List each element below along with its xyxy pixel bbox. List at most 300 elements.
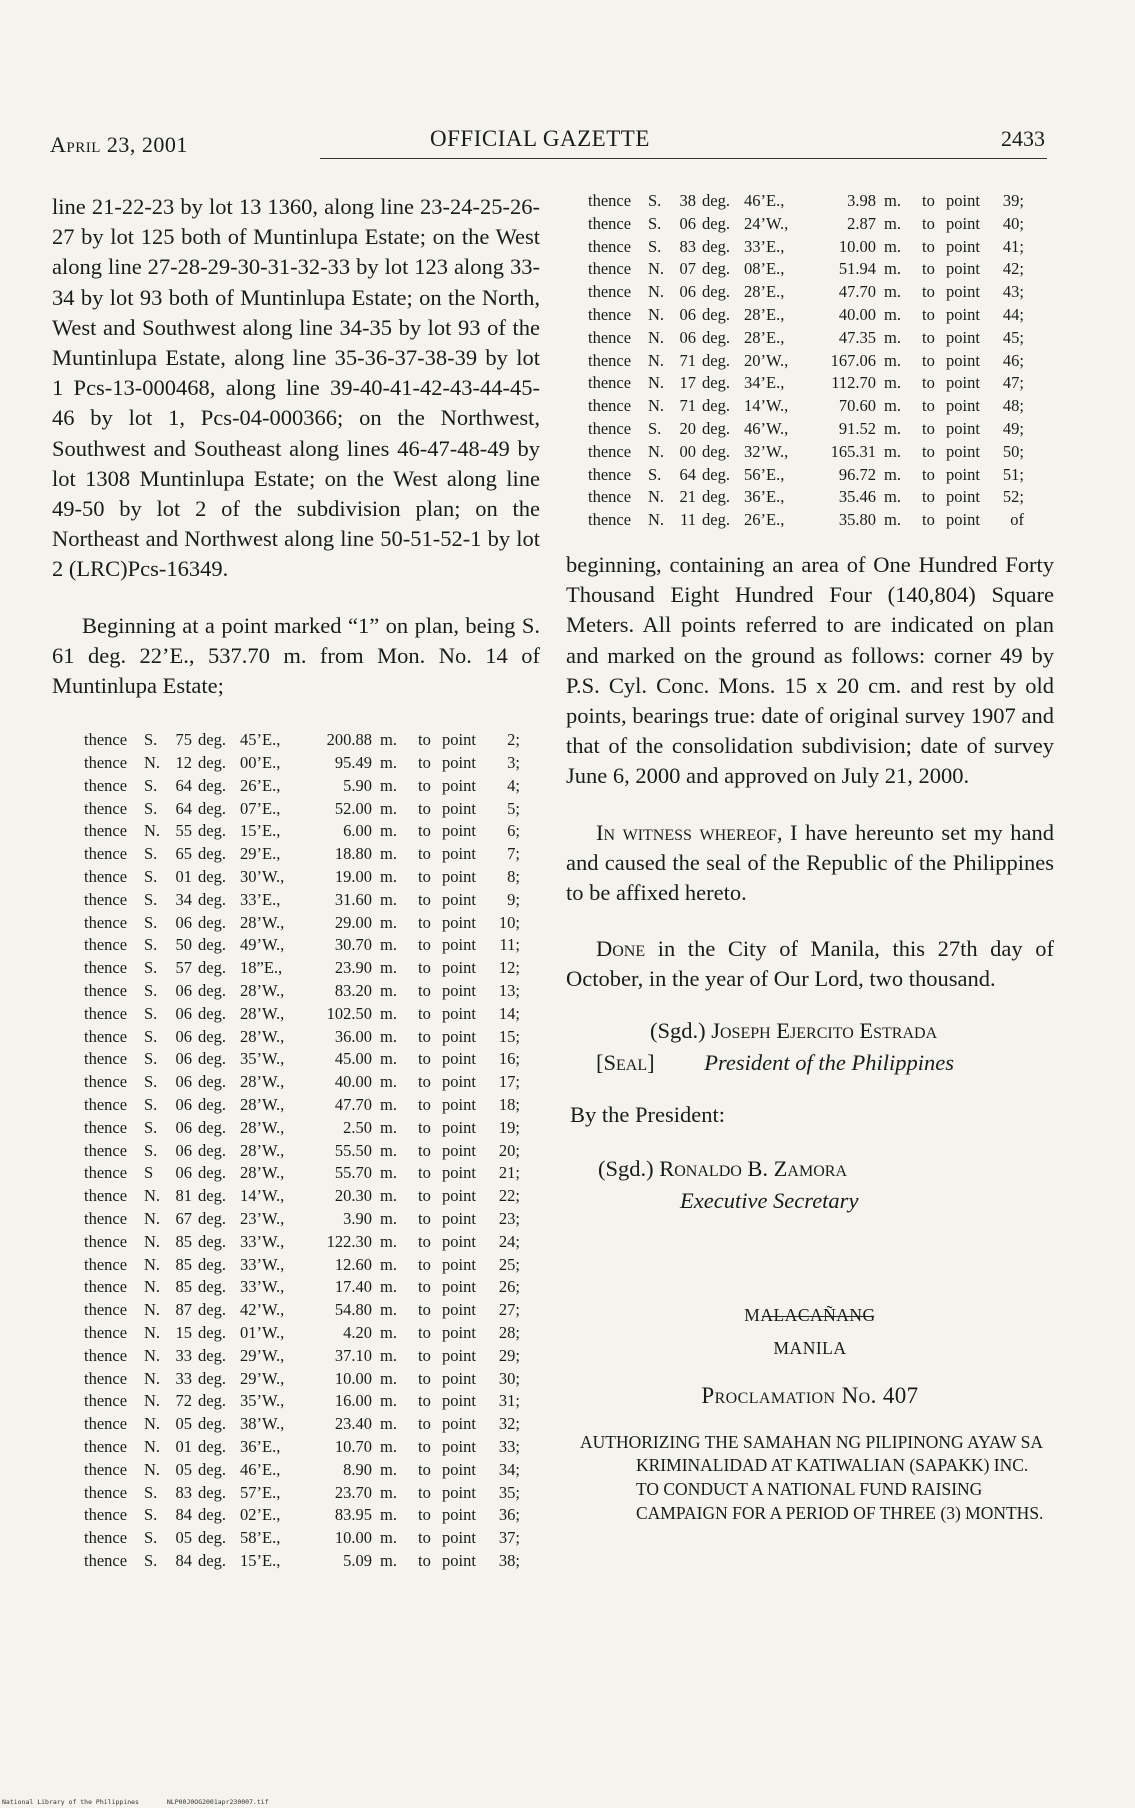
survey-deg-label: deg. xyxy=(198,730,226,750)
survey-row xyxy=(84,843,540,866)
survey-distance: 3.90 xyxy=(343,1208,372,1228)
survey-degrees: 50 xyxy=(175,935,192,955)
survey-point-label: point xyxy=(442,1208,476,1228)
survey-m-label: m. xyxy=(380,1436,397,1456)
survey-direction: N. xyxy=(648,282,665,302)
survey-point-number: 9; xyxy=(507,889,520,909)
survey-minutes: 00’E., xyxy=(240,753,281,773)
survey-point-label: point xyxy=(442,1550,476,1570)
survey-minutes: 29’W., xyxy=(240,1368,285,1388)
survey-to-label: to xyxy=(922,304,935,324)
survey-m-label: m. xyxy=(380,798,397,818)
survey-point-number: 12; xyxy=(498,958,520,978)
survey-point-label: point xyxy=(442,1368,476,1388)
survey-m-label: m. xyxy=(380,1163,397,1183)
survey-thence-label: thence xyxy=(84,1368,128,1388)
survey-distance: 10.00 xyxy=(334,1528,372,1548)
survey-distance: 12.60 xyxy=(334,1254,372,1274)
survey-minutes: 28’W., xyxy=(240,981,285,1001)
survey-thence-label: thence xyxy=(84,1550,128,1570)
survey-degrees: 71 xyxy=(679,350,696,370)
survey-degrees: 01 xyxy=(175,867,192,887)
survey-row xyxy=(84,1208,540,1231)
survey-point-number: 47; xyxy=(1002,373,1024,393)
survey-row xyxy=(84,798,540,821)
survey-degrees: 06 xyxy=(175,1049,192,1069)
survey-to-label: to xyxy=(418,1163,431,1183)
survey-point-label: point xyxy=(442,1277,476,1297)
survey-minutes: 28’W., xyxy=(240,912,285,932)
survey-point-number: 26; xyxy=(498,1277,520,1297)
survey-point-label: point xyxy=(442,889,476,909)
survey-degrees: 87 xyxy=(175,1300,192,1320)
survey-degrees: 15 xyxy=(175,1322,192,1342)
survey-row xyxy=(84,866,540,889)
survey-distance: 51.94 xyxy=(838,259,876,279)
survey-thence-label: thence xyxy=(84,1208,128,1228)
survey-point-label: point xyxy=(946,350,980,370)
survey-row xyxy=(84,820,540,843)
survey-minutes: 33’E., xyxy=(744,236,785,256)
survey-point-label: point xyxy=(442,912,476,932)
survey-distance: 102.50 xyxy=(326,1003,372,1023)
survey-thence-label: thence xyxy=(84,1003,128,1023)
right-column xyxy=(566,192,1054,1526)
survey-thence-label: thence xyxy=(588,396,632,416)
secretary-name: Ronaldo B. Zamora xyxy=(659,1155,847,1181)
survey-to-label: to xyxy=(922,236,935,256)
witness-lead: In witness whereof, xyxy=(596,819,783,845)
survey-point-label: point xyxy=(946,418,980,438)
survey-distance: 95.49 xyxy=(334,753,372,773)
survey-thence-label: thence xyxy=(84,1345,128,1365)
survey-to-label: to xyxy=(922,327,935,347)
survey-distance: 83.95 xyxy=(334,1505,372,1525)
survey-thence-label: thence xyxy=(84,1231,128,1251)
survey-point-label: point xyxy=(442,730,476,750)
survey-point-number: 24; xyxy=(498,1231,520,1251)
survey-distance: 2.87 xyxy=(847,213,876,233)
survey-row xyxy=(84,1504,540,1527)
survey-point-label: point xyxy=(442,1505,476,1525)
survey-thence-label: thence xyxy=(588,441,632,461)
survey-point-number: 42; xyxy=(1002,259,1024,279)
survey-to-label: to xyxy=(418,1140,431,1160)
survey-point-label: point xyxy=(442,867,476,887)
survey-point-number: 37; xyxy=(498,1528,520,1548)
survey-m-label: m. xyxy=(380,958,397,978)
survey-m-label: m. xyxy=(380,1345,397,1365)
survey-thence-label: thence xyxy=(84,1186,128,1206)
survey-row xyxy=(588,395,1054,418)
survey-row xyxy=(84,1390,540,1413)
survey-m-label: m. xyxy=(380,844,397,864)
survey-point-label: point xyxy=(442,753,476,773)
survey-to-label: to xyxy=(418,1231,431,1251)
survey-direction: N. xyxy=(648,396,665,416)
survey-to-label: to xyxy=(418,1049,431,1069)
survey-minutes: 33’W., xyxy=(240,1277,285,1297)
survey-direction: N. xyxy=(144,1231,161,1251)
survey-to-label: to xyxy=(418,889,431,909)
survey-to-label: to xyxy=(418,844,431,864)
survey-direction: S. xyxy=(648,236,662,256)
survey-point-number: 43; xyxy=(1002,282,1024,302)
survey-m-label: m. xyxy=(884,350,901,370)
survey-direction: S. xyxy=(648,213,662,233)
survey-distance: 20.30 xyxy=(334,1186,372,1206)
survey-direction: N. xyxy=(144,1414,161,1434)
survey-minutes: 20’W., xyxy=(744,350,789,370)
survey-deg-label: deg. xyxy=(702,282,730,302)
survey-thence-label: thence xyxy=(84,753,128,773)
survey-point-label: point xyxy=(946,373,980,393)
survey-thence-label: thence xyxy=(84,1528,128,1548)
survey-deg-label: deg. xyxy=(198,821,226,841)
survey-point-label: point xyxy=(442,1391,476,1411)
survey-point-label: point xyxy=(442,1414,476,1434)
survey-row xyxy=(84,752,540,775)
survey-m-label: m. xyxy=(380,1072,397,1092)
area-paragraph: beginning, containing an area of One Hundred Forty Thousand Eight Hundred Four (140,804) Square Meters. All points referred to are indicated on plan and marked on the ground as follows: corner 49 by P.S. Cyl. Conc. Mons. 15 x 20 cm. and rest by old points, bearings true: date of original survey 1907 and that of the consolidation subdivision; date of survey June 6, 2000 and approved on July 21, 2000. xyxy=(566,551,1054,789)
survey-deg-label: deg. xyxy=(198,798,226,818)
survey-degrees: 06 xyxy=(175,1163,192,1183)
survey-m-label: m. xyxy=(380,1117,397,1137)
survey-deg-label: deg. xyxy=(198,1208,226,1228)
survey-direction: S. xyxy=(144,1140,158,1160)
survey-point-label: point xyxy=(442,1049,476,1069)
president-name: Joseph Ejercito Estrada xyxy=(711,1017,938,1043)
survey-point-number: 23; xyxy=(498,1208,520,1228)
survey-degrees: 21 xyxy=(679,487,696,507)
survey-to-label: to xyxy=(418,912,431,932)
survey-row xyxy=(84,1254,540,1277)
survey-deg-label: deg. xyxy=(198,1528,226,1548)
survey-to-label: to xyxy=(418,821,431,841)
survey-direction: S. xyxy=(648,418,662,438)
survey-direction: S. xyxy=(144,798,158,818)
survey-degrees: 20 xyxy=(679,418,696,438)
left-column xyxy=(52,192,540,1573)
survey-row xyxy=(84,729,540,752)
survey-thence-label: thence xyxy=(588,236,632,256)
survey-to-label: to xyxy=(418,1095,431,1114)
survey-point-label: point xyxy=(442,1186,476,1206)
survey-thence-label: thence xyxy=(588,304,632,324)
survey-direction: S. xyxy=(648,191,662,210)
survey-thence-label: thence xyxy=(588,487,632,507)
survey-degrees: 06 xyxy=(679,282,696,302)
survey-row xyxy=(84,1436,540,1459)
survey-thence-label: thence xyxy=(588,418,632,438)
survey-row xyxy=(84,934,540,957)
survey-to-label: to xyxy=(922,441,935,461)
survey-to-label: to xyxy=(418,867,431,887)
survey-to-label: to xyxy=(922,396,935,416)
survey-thence-label: thence xyxy=(84,798,128,818)
survey-point-label: point xyxy=(442,1482,476,1502)
survey-minutes: 46’E., xyxy=(240,1459,281,1479)
survey-row xyxy=(84,957,540,980)
survey-degrees: 65 xyxy=(175,844,192,864)
survey-m-label: m. xyxy=(884,418,901,438)
survey-minutes: 49’W., xyxy=(240,935,285,955)
done-paragraph xyxy=(566,934,1054,994)
place-malacanang: MALACAÑANG xyxy=(744,1304,876,1325)
survey-point-number: 15; xyxy=(498,1026,520,1046)
survey-m-label: m. xyxy=(380,1254,397,1274)
survey-row xyxy=(588,441,1054,464)
survey-deg-label: deg. xyxy=(198,1072,226,1092)
survey-minutes: 29’W., xyxy=(240,1345,285,1365)
survey-to-label: to xyxy=(922,510,935,530)
survey-m-label: m. xyxy=(884,191,901,210)
survey-degrees: 64 xyxy=(175,798,192,818)
survey-distance: 96.72 xyxy=(838,464,876,484)
survey-direction: N. xyxy=(648,373,665,393)
survey-degrees: 06 xyxy=(175,1072,192,1092)
survey-direction: N. xyxy=(144,1208,161,1228)
survey-point-label: point xyxy=(442,1072,476,1092)
survey-distance: 10.00 xyxy=(838,236,876,256)
survey-direction: S. xyxy=(144,1003,158,1023)
survey-direction: N. xyxy=(144,1391,161,1411)
survey-to-label: to xyxy=(418,1072,431,1092)
survey-distance: 3.98 xyxy=(847,191,876,210)
survey-deg-label: deg. xyxy=(702,510,730,530)
survey-distance: 30.70 xyxy=(334,935,372,955)
survey-to-label: to xyxy=(418,1528,431,1548)
survey-m-label: m. xyxy=(380,867,397,887)
survey-minutes: 57’E., xyxy=(240,1482,281,1502)
survey-point-label: point xyxy=(946,464,980,484)
survey-degrees: 85 xyxy=(175,1231,192,1251)
done-lead: Done xyxy=(596,936,646,962)
survey-direction: S. xyxy=(648,464,662,484)
survey-to-label: to xyxy=(418,753,431,773)
survey-distance: 45.00 xyxy=(334,1049,372,1069)
survey-m-label: m. xyxy=(380,1208,397,1228)
survey-to-label: to xyxy=(922,282,935,302)
survey-deg-label: deg. xyxy=(198,981,226,1001)
president-title-line xyxy=(566,1047,1054,1079)
survey-point-number: 35; xyxy=(498,1482,520,1502)
survey-point-number: 13; xyxy=(498,981,520,1001)
survey-thence-label: thence xyxy=(84,935,128,955)
survey-direction: S. xyxy=(144,844,158,864)
survey-row xyxy=(588,190,1054,213)
survey-thence-label: thence xyxy=(84,889,128,909)
survey-direction: N. xyxy=(648,304,665,324)
survey-point-label: point xyxy=(946,259,980,279)
survey-row xyxy=(84,1276,540,1299)
survey-minutes: 28’W., xyxy=(240,1095,285,1114)
survey-minutes: 29’E., xyxy=(240,844,281,864)
survey-m-label: m. xyxy=(380,1550,397,1570)
survey-thence-label: thence xyxy=(588,259,632,279)
witness-paragraph xyxy=(566,818,1054,909)
survey-degrees: 38 xyxy=(679,191,696,210)
survey-distance: 112.70 xyxy=(831,373,876,393)
survey-m-label: m. xyxy=(380,1026,397,1046)
survey-degrees: 33 xyxy=(175,1345,192,1365)
survey-point-number: 22; xyxy=(498,1186,520,1206)
president-signature xyxy=(566,1015,1054,1047)
survey-row xyxy=(84,1550,540,1573)
survey-to-label: to xyxy=(418,1414,431,1434)
survey-minutes: 36’E., xyxy=(744,487,785,507)
survey-direction: S. xyxy=(144,867,158,887)
survey-row xyxy=(84,1527,540,1550)
survey-minutes: 33’W., xyxy=(240,1254,285,1274)
survey-thence-label: thence xyxy=(588,510,632,530)
survey-direction: S. xyxy=(144,1505,158,1525)
survey-m-label: m. xyxy=(884,213,901,233)
survey-point-label: point xyxy=(442,1095,476,1114)
survey-direction: S xyxy=(144,1163,154,1183)
survey-m-label: m. xyxy=(380,1482,397,1502)
survey-thence-label: thence xyxy=(84,730,128,750)
survey-to-label: to xyxy=(922,487,935,507)
survey-direction: S. xyxy=(144,889,158,909)
survey-degrees: 55 xyxy=(175,821,192,841)
survey-m-label: m. xyxy=(380,1505,397,1525)
survey-deg-label: deg. xyxy=(198,1186,226,1206)
survey-minutes: 15’E., xyxy=(240,1550,281,1570)
survey-direction: S. xyxy=(144,958,158,978)
survey-distance: 16.00 xyxy=(334,1391,372,1411)
survey-minutes: 18”E., xyxy=(240,958,283,978)
place-manila: MANILA xyxy=(773,1337,847,1358)
survey-deg-label: deg. xyxy=(702,396,730,416)
survey-point-label: point xyxy=(442,1026,476,1046)
survey-point-label: point xyxy=(442,775,476,795)
survey-m-label: m. xyxy=(380,1231,397,1251)
secretary-title: Executive Secretary xyxy=(680,1187,859,1213)
survey-thence-label: thence xyxy=(84,821,128,841)
header-page-number: 2433 xyxy=(1001,126,1045,151)
survey-m-label: m. xyxy=(380,1368,397,1388)
survey-thence-label: thence xyxy=(588,350,632,370)
survey-deg-label: deg. xyxy=(198,1095,226,1114)
boundary-paragraph: line 21-22-23 by lot 13 1360, along line 23-24-25-26-27 by lot 125 both of Muntinlupa Estate; on the West along line 27-28-29-30-31-32-33 by lot 123 along 33-34 by lot 93 both of Muntinlupa Estate; on the North, West and Southwest along line 34-35 by lot 93 of the Muntinlupa Estate, along line 35-36-37-38-39 by lot 1 Pcs-13-000468, along line 39-40-41-42-43-44-45-46 by lot 1, Pcs-04-000366; on the Northwest, Southwest and Southeast along lines 46-47-48-49 by lot 1308 Muntinlupa Estate; on the West along line 49-50 by lot 2 of the subdivision plan; on the Northeast and Northwest along line 50-51-52-1 by lot 2 (LRC)Pcs-16349. xyxy=(52,194,540,582)
survey-distance: 40.00 xyxy=(334,1072,372,1092)
survey-minutes: 45’E., xyxy=(240,730,281,750)
survey-direction: N. xyxy=(144,1277,161,1297)
survey-thence-label: thence xyxy=(84,1095,128,1114)
survey-degrees: 71 xyxy=(679,396,696,416)
survey-thence-label: thence xyxy=(588,327,632,347)
survey-deg-label: deg. xyxy=(702,350,730,370)
survey-point-label: point xyxy=(442,1163,476,1183)
survey-m-label: m. xyxy=(884,282,901,302)
survey-thence-label: thence xyxy=(588,464,632,484)
survey-direction: N. xyxy=(648,510,665,530)
survey-point-label: point xyxy=(946,213,980,233)
survey-degrees: 84 xyxy=(175,1550,192,1570)
footer-file: NLP00J0OG2001apr230007.tif xyxy=(166,1798,269,1806)
survey-point-label: point xyxy=(442,1231,476,1251)
survey-m-label: m. xyxy=(380,1322,397,1342)
survey-direction: S. xyxy=(144,1528,158,1548)
survey-point-number: 28; xyxy=(498,1322,520,1342)
survey-degrees: 12 xyxy=(175,753,192,773)
survey-m-label: m. xyxy=(884,259,901,279)
survey-thence-label: thence xyxy=(84,1026,128,1046)
survey-distance: 52.00 xyxy=(334,798,372,818)
survey-degrees: 67 xyxy=(175,1208,192,1228)
survey-point-number: 7; xyxy=(507,844,520,864)
survey-point-number: 31; xyxy=(498,1391,520,1411)
survey-point-number: 21; xyxy=(498,1163,520,1183)
header-rule xyxy=(320,158,1047,159)
survey-deg-label: deg. xyxy=(198,1368,226,1388)
survey-thence-label: thence xyxy=(84,1117,128,1137)
survey-minutes: 14’W., xyxy=(744,396,789,416)
survey-degrees: 83 xyxy=(175,1482,192,1502)
survey-minutes: 14’W., xyxy=(240,1186,285,1206)
survey-m-label: m. xyxy=(380,1049,397,1069)
survey-minutes: 23’W., xyxy=(240,1208,285,1228)
survey-degrees: 85 xyxy=(175,1277,192,1297)
survey-row xyxy=(84,1162,540,1185)
survey-deg-label: deg. xyxy=(702,464,730,484)
survey-degrees: 06 xyxy=(175,1095,192,1114)
survey-table-right xyxy=(588,190,1054,532)
survey-distance: 19.00 xyxy=(334,867,372,887)
survey-to-label: to xyxy=(418,1300,431,1320)
survey-thence-label: thence xyxy=(84,1459,128,1479)
survey-point-number: 10; xyxy=(498,912,520,932)
survey-to-label: to xyxy=(418,1436,431,1456)
survey-minutes: 38’W., xyxy=(240,1414,285,1434)
survey-deg-label: deg. xyxy=(702,236,730,256)
survey-to-label: to xyxy=(418,981,431,1001)
survey-thence-label: thence xyxy=(84,844,128,864)
survey-deg-label: deg. xyxy=(198,844,226,864)
survey-minutes: 33’E., xyxy=(240,889,281,909)
survey-direction: N. xyxy=(144,1254,161,1274)
survey-thence-label: thence xyxy=(84,1505,128,1525)
survey-point-label: point xyxy=(946,304,980,324)
survey-point-number: of xyxy=(1010,510,1024,530)
survey-deg-label: deg. xyxy=(702,304,730,324)
survey-m-label: m. xyxy=(380,821,397,841)
survey-deg-label: deg. xyxy=(198,1231,226,1251)
survey-m-label: m. xyxy=(380,1300,397,1320)
survey-thence-label: thence xyxy=(588,373,632,393)
survey-degrees: 17 xyxy=(679,373,696,393)
survey-row xyxy=(84,1482,540,1505)
beginning-paragraph: Beginning at a point marked “1” on plan, being S. 61 deg. 22’E., 537.70 m. from Mon. No. 14 of Muntinlupa Estate; xyxy=(52,612,540,699)
survey-degrees: 57 xyxy=(175,958,192,978)
survey-point-label: point xyxy=(442,821,476,841)
survey-distance: 23.40 xyxy=(334,1414,372,1434)
survey-row xyxy=(84,775,540,798)
survey-thence-label: thence xyxy=(84,1322,128,1342)
survey-point-number: 50; xyxy=(1002,441,1024,461)
survey-degrees: 33 xyxy=(175,1368,192,1388)
survey-to-label: to xyxy=(922,464,935,484)
survey-degrees: 06 xyxy=(175,1026,192,1046)
survey-point-number: 8; xyxy=(507,867,520,887)
survey-deg-label: deg. xyxy=(702,441,730,461)
survey-row xyxy=(84,912,540,935)
survey-direction: N. xyxy=(144,1300,161,1320)
survey-m-label: m. xyxy=(380,981,397,1001)
survey-to-label: to xyxy=(418,1254,431,1274)
survey-point-number: 4; xyxy=(507,775,520,795)
